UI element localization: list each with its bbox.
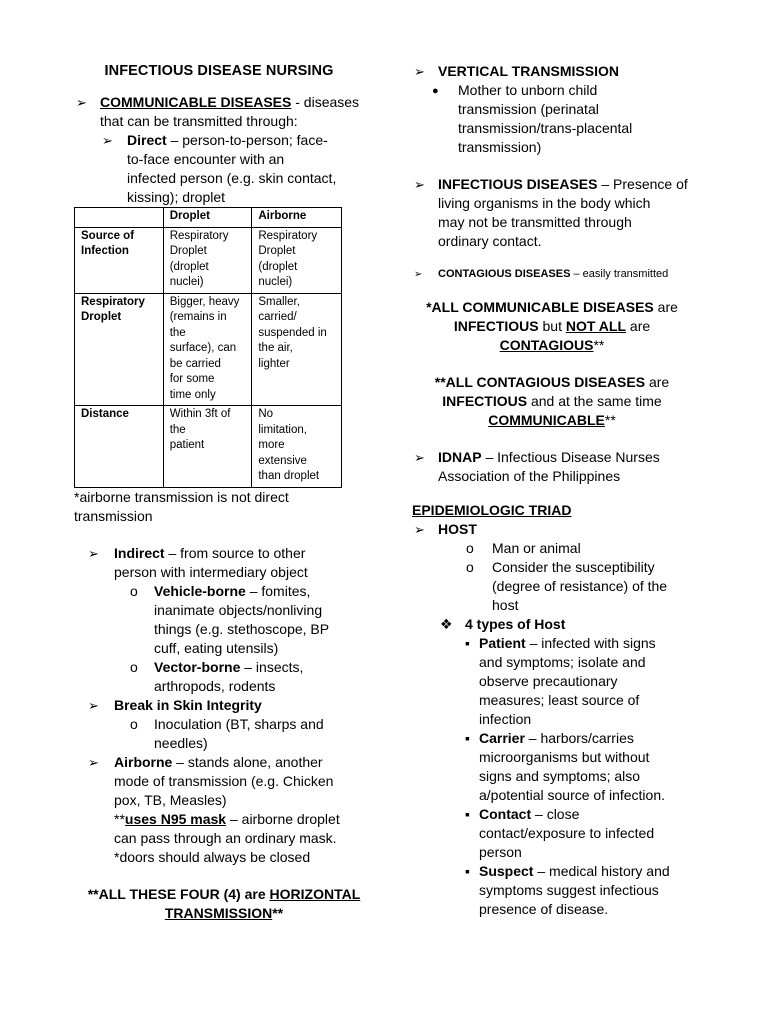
vertical-transmission-item (412, 62, 712, 81)
vertical-transmission-detail: ● Mother to unborn child transmission (perinatal transmission/trans-placental transmission) (432, 82, 633, 155)
host-man-animal-item: o Man or animal (466, 540, 581, 556)
table-cell: Respiratory Droplet (droplet nuclei) (163, 227, 252, 293)
table-row (75, 406, 342, 488)
square-bullet-icon: ▪ (465, 863, 470, 879)
circle-bullet-icon: o (466, 559, 474, 575)
arrow-bullet-icon: ➢ (414, 522, 425, 537)
table-row (75, 293, 342, 406)
square-bullet-icon: ▪ (465, 635, 470, 651)
page-title: INFECTIOUS DISEASE NURSING (104, 63, 334, 79)
vehicle-borne-term: Vehicle-borne (154, 582, 246, 599)
circle-bullet-icon: o (130, 715, 138, 732)
inoculation-item: o Inoculation (BT, sharps and needles) (130, 715, 324, 751)
vector-borne-term: Vector-borne (154, 658, 241, 675)
airborne-note: *airborne transmission is not direct transmission (74, 488, 289, 524)
circle-bullet-icon: o (466, 540, 474, 556)
host-susceptibility-item: o Consider the susceptibility (degree of resistance) of the host (466, 559, 668, 613)
n95-mask-term: uses N95 mask (124, 810, 227, 827)
infectious-diseases-item: ➢ INFECTIOUS DISEASES – Presence of living organisms in the body which may not be transmitted through ordinary contact. (414, 176, 688, 249)
table-row-label: Respiratory Droplet (75, 293, 164, 406)
table-cell: Within 3ft of the patient (163, 406, 252, 488)
epidemiologic-triad-heading: EPIDEMIOLOGIC TRIAD (412, 502, 572, 518)
table-header-cell: Airborne (252, 208, 342, 228)
indirect-term: Indirect (114, 544, 165, 561)
skin-integrity-term: Break in Skin Integrity (114, 696, 262, 713)
circle-bullet-icon: o (130, 658, 138, 675)
table-row-label: Distance (75, 406, 164, 488)
table-row-label: Source of Infection (75, 227, 164, 293)
arrow-bullet-icon: ➢ (414, 450, 425, 465)
host-type-patient: ▪ Patient – infected with signs and symptoms; isolate and observe precautionary measures; least source of infection (465, 635, 656, 727)
table-cell: No limitation, more extensive than droplet (252, 406, 342, 488)
contagious-infectious-note: **ALL CONTAGIOUS DISEASES are INFECTIOUS and at the same time COMMUNICABLE** (434, 374, 670, 428)
indirect-item: ➢ Indirect – from source to other person with intermediary object (88, 544, 308, 580)
arrow-bullet-icon: ➢ (88, 545, 99, 561)
diamond-bullet-icon: ❖ (440, 616, 453, 632)
host-item (412, 520, 712, 539)
table-cell: Respiratory Droplet (droplet nuclei) (252, 227, 342, 293)
vertical-transmission-term: VERTICAL TRANSMISSION (438, 63, 619, 79)
skin-integrity-item (74, 696, 364, 715)
direct-term: Direct (127, 132, 167, 148)
arrow-bullet-icon: ➢ (414, 177, 425, 192)
arrow-bullet-icon: ➢ (88, 754, 99, 770)
idnap-item: ➢ IDNAP – Infectious Disease Nurses Association of the Philippines (414, 449, 660, 484)
communicable-term: COMMUNICABLE DISEASES (100, 94, 292, 110)
contagious-diseases-item: ➢ CONTAGIOUS DISEASES – easily transmitted (412, 265, 712, 284)
vehicle-borne-item: o Vehicle-borne – fomites, inanimate objects/nonliving things (e.g. stethoscope, BP cuff, eating utensils) (130, 582, 330, 656)
host-term: HOST (438, 521, 477, 537)
host-type-suspect: ▪ Suspect – medical history and symptoms suggest infectious presence of disease. (465, 863, 670, 917)
left-column (74, 62, 364, 923)
arrow-bullet-icon: ➢ (88, 697, 99, 713)
direct-item: ➢ Direct – person-to-person; face- to-face encounter with an infected person (e.g. skin contact, kissing); droplet (102, 132, 337, 205)
infectious-diseases-term: INFECTIOUS DISEASES (438, 176, 598, 192)
circle-bullet-icon: o (130, 582, 138, 599)
types-of-host-item: ❖ 4 types of Host (440, 616, 566, 632)
host-type-carrier: ▪ Carrier – harbors/carries microorganisms but without signs and symptoms; also a/potential source of infection. (465, 730, 666, 803)
table-cell: Smaller, carried/ suspended in the air, lighter (252, 293, 342, 406)
table-header-row (75, 208, 342, 228)
vector-borne-item: o Vector-borne – insects, arthropods, rodents (130, 658, 304, 694)
arrow-bullet-icon: ➢ (102, 133, 113, 148)
host-type-contact: ▪ Contact – close contact/exposure to infected person (465, 806, 655, 860)
table-row (75, 227, 342, 293)
right-column (412, 62, 712, 919)
airborne-term: Airborne (114, 753, 173, 770)
arrow-bullet-icon: ➢ (414, 269, 423, 280)
arrow-bullet-icon: ➢ (414, 64, 425, 79)
arrow-bullet-icon: ➢ (76, 95, 87, 110)
table-header-cell (75, 208, 164, 228)
table-header-cell: Droplet (163, 208, 252, 228)
horizontal-transmission-note: **ALL THESE FOUR (4) are HORIZONTAL TRANSMISSION** (87, 885, 361, 921)
table-cell: Bigger, heavy (remains in the surface), can be carried for some time only (163, 293, 252, 406)
droplet-airborne-table (74, 207, 342, 488)
airborne-item: ➢ Airborne – stands alone, another mode of transmission (e.g. Chicken pox, TB, Measles) **uses N95 mask – airborne droplet can pass through an ordinary mask. *doors should always be closed (88, 753, 340, 865)
dot-bullet-icon: ● (432, 85, 439, 97)
communicable-infectious-note: *ALL COMMUNICABLE DISEASES are INFECTIOUS but NOT ALL are CONTAGIOUS** (426, 299, 678, 353)
contagious-diseases-term: CONTAGIOUS DISEASES (438, 268, 571, 280)
square-bullet-icon: ▪ (465, 806, 470, 822)
communicable-diseases-item: ➢ COMMUNICABLE DISEASES - diseases that can be transmitted through: (76, 94, 360, 129)
idnap-term: IDNAP (438, 449, 482, 465)
square-bullet-icon: ▪ (465, 730, 470, 746)
